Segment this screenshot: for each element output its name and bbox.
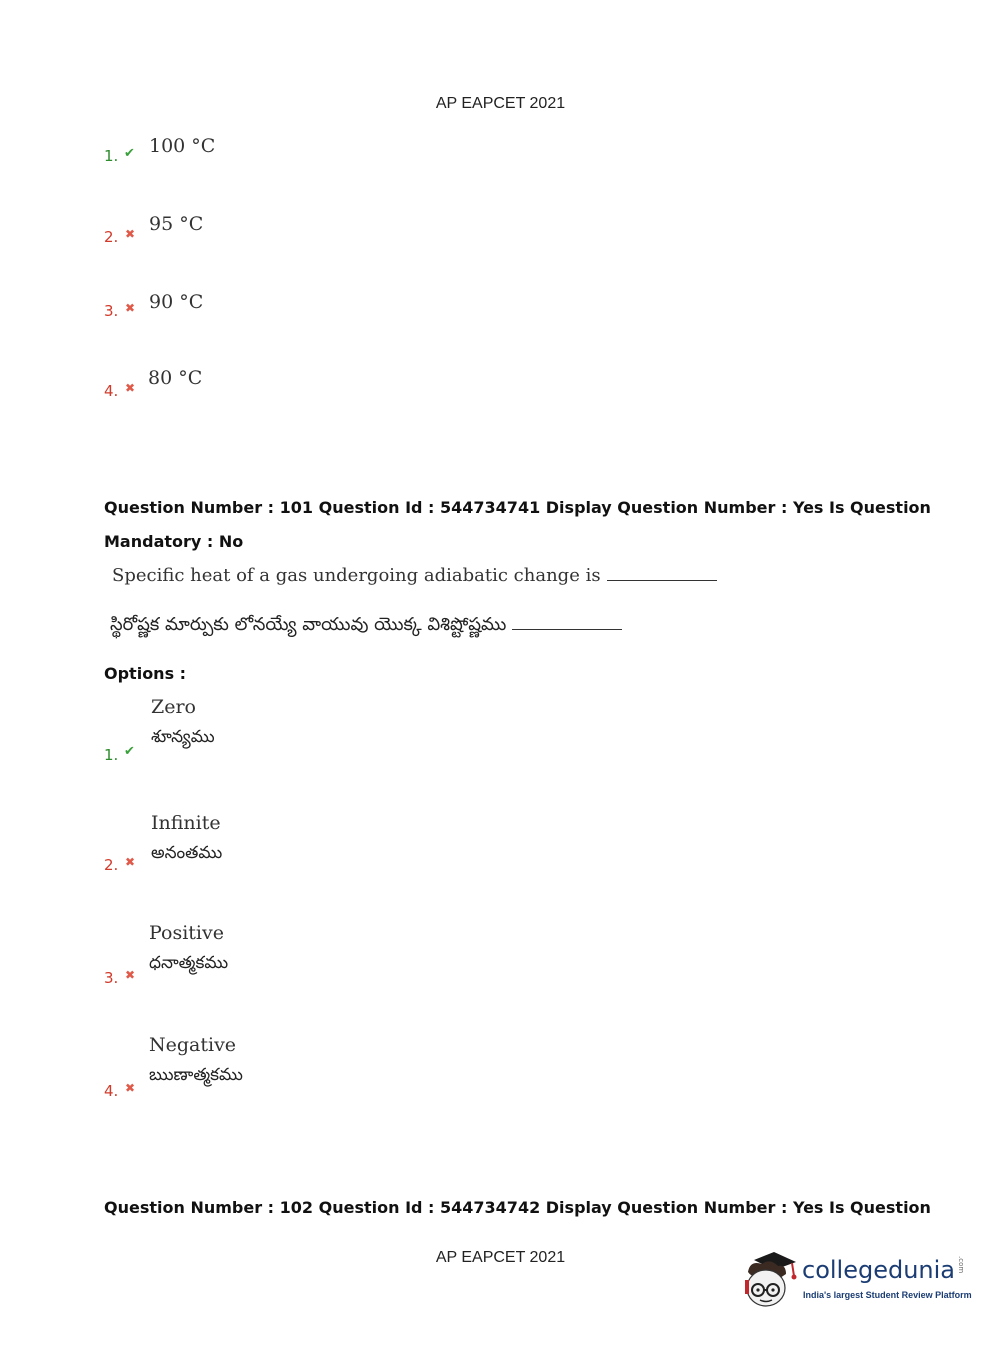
option-text: 95 °C xyxy=(149,213,204,235)
option-number: 3. xyxy=(104,302,119,320)
option-number: 3. xyxy=(104,969,119,987)
question-meta-line1: Question Number : 102 Question Id : 544734742 Display Question Number : Yes Is Question xyxy=(104,1198,931,1217)
option-text: 80 °C xyxy=(148,367,203,389)
check-icon: ✔ xyxy=(124,146,135,161)
student-mascot-icon xyxy=(740,1250,802,1314)
cross-icon: ✖ xyxy=(125,381,136,395)
question-meta-line1: Question Number : 101 Question Id : 544734741 Display Question Number : Yes Is Question xyxy=(104,498,931,517)
option-text-en: Positive xyxy=(149,922,224,944)
logo-tagline: India's largest Student Review Platform xyxy=(803,1290,972,1300)
cross-icon: ✖ xyxy=(125,301,136,315)
option-text-en: Negative xyxy=(149,1034,237,1056)
question-text-te xyxy=(110,614,622,639)
option-number: 2. xyxy=(104,228,119,246)
answer-blank xyxy=(607,579,717,581)
cross-icon: ✖ xyxy=(125,1081,136,1095)
question-text-en xyxy=(112,565,717,586)
option-number: 1. xyxy=(104,147,119,165)
collegedunia-logo xyxy=(740,1250,970,1314)
check-icon: ✔ xyxy=(124,744,135,759)
question-text-te-content: స్థిరోష్ణక మార్పుకు లోనయ్యే వాయువు యొక్క విశిష్టోష్ణము xyxy=(110,614,507,635)
cross-icon: ✖ xyxy=(125,855,136,869)
option-text-en: Zero xyxy=(151,696,196,718)
logo-suffix: .com xyxy=(957,1256,966,1274)
option-text-te: అనంతము xyxy=(151,843,223,863)
page-header: AP EAPCET 2021 xyxy=(435,95,566,112)
question-text-en-content: Specific heat of a gas undergoing adiabatic change is xyxy=(112,565,601,586)
option-text-te: ఋణాత్మకము xyxy=(149,1065,243,1085)
option-text: 90 °C xyxy=(149,291,204,313)
option-text-te: ధనాత్మకము xyxy=(149,953,229,973)
option-text-en: Infinite xyxy=(151,812,221,834)
question-meta-line2: Mandatory : No xyxy=(104,532,244,551)
option-number: 4. xyxy=(104,1082,119,1100)
cross-icon: ✖ xyxy=(125,227,136,241)
cross-icon: ✖ xyxy=(125,968,136,982)
option-text: 100 °C xyxy=(149,135,216,157)
option-number: 1. xyxy=(104,746,119,764)
option-text-te: శూన్యము xyxy=(151,727,215,747)
option-number: 4. xyxy=(104,382,119,400)
option-number: 2. xyxy=(104,856,119,874)
logo-wordmark xyxy=(802,1256,965,1284)
logo-name: collegedunia xyxy=(802,1256,956,1284)
answer-blank xyxy=(512,628,622,630)
page-footer: AP EAPCET 2021 xyxy=(435,1249,566,1266)
options-label: Options : xyxy=(104,664,187,683)
